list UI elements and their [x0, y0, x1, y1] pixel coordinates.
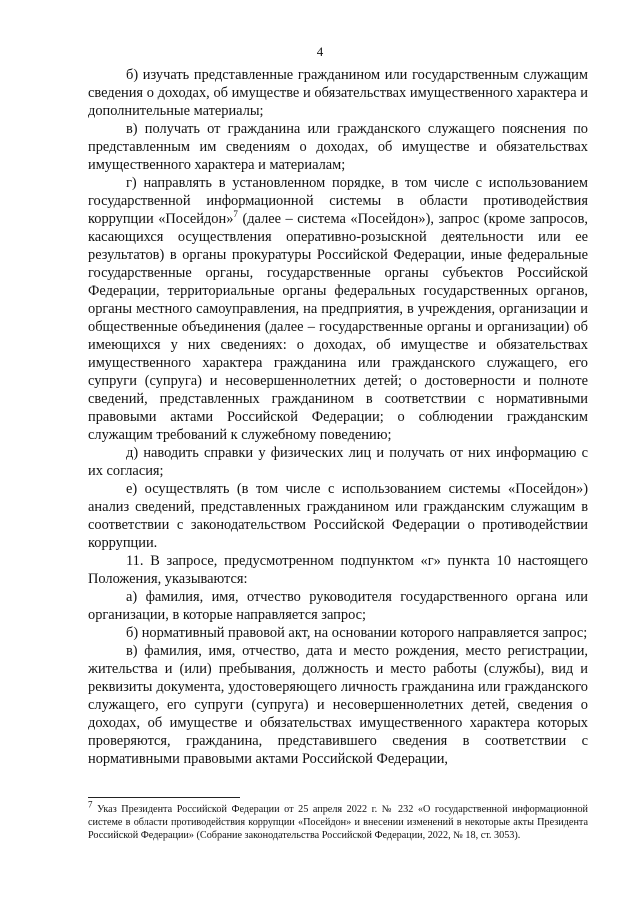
page-number: 4: [316, 44, 324, 59]
paragraph-e: е) осуществлять (в том числе с использованием системы «Посейдон») анализ сведений, представленных гражданином или гражданским служащим в соответствии с законодательством Российской Федерации о противодействии коррупции.: [88, 481, 588, 551]
document-body: [88, 66, 588, 768]
paragraph-v: в) получать от гражданина или гражданского служащего пояснения по представленным им сведениям о доходах, об имуществе и обязательствах имущественного характера и материалам;: [88, 121, 588, 173]
paragraph-11-b: б) нормативный правовой акт, на основании которого направляется запрос;: [126, 625, 588, 641]
footnote-separator: [88, 797, 240, 798]
paragraph-g-end: (далее – система «Посейдон»), запрос (кроме запросов, касающихся осуществления оперативно-розыскной деятельности или ее результатов) в органы прокуратуры Российской Федерации, иные федеральные государственные органы, государственные органы субъектов Российской Федерации, территориальные органы федеральных государственных органов, органы местного самоуправления, на предприятия, в учреждения, организации и общественные объединения (далее – государственные органы и организации) об имеющихся у них сведениях: о доходах, об имуществе и обязательствах имущественного характера гражданина или гражданского служащего, его супруги (супруга) и несовершеннолетних детей; о достоверности и полноте сведений, представленных гражданином в соответствии с нормативными правовыми актами Российской Федерации; о соблюдении гражданским служащим требований к служебному поведению;: [88, 211, 588, 443]
footnote-text: [88, 799, 588, 842]
paragraph-11-v: в) фамилия, имя, отчество, дата и место рождения, место регистрации, жительства и (или) пребывания, должность и место работы (службы), вид и реквизиты документа, удостоверяющего личность гражданина или гражданского служащего, его супруги (супруга) и несовершеннолетних детей, сведения о доходах, об имуществе и обязательствах имущественного характера которых проверяются, гражданина, представившего сведения в соответствии с нормативными правовыми актами Российской Федерации,: [88, 643, 588, 767]
paragraph-d: д) наводить справки у физических лиц и получать от них информацию с их согласия;: [88, 445, 588, 479]
paragraph-11: 11. В запросе, предусмотренном подпунктом «г» пункта 10 настоящего Положения, указываются:: [88, 553, 588, 587]
footnote-reference: 7: [233, 209, 238, 220]
paragraph-g: [88, 174, 588, 444]
footnote-body: Указ Президента Российской Федерации от 25 апреля 2022 г. № 232 «О государственной информационной системе в области противодействия коррупции «Посейдон» и внесении изменений в некоторые акты Президента Российской Федерации» (Собрание законодательства Российской Федерации, 2022, № 18, ст. 3053).: [88, 804, 588, 841]
paragraph-11-a: а) фамилия, имя, отчество руководителя государственного органа или организации, в которые направляется запрос;: [88, 589, 588, 623]
paragraph-g-start: г) направлять в установленном порядке, в том числе с использованием государственной информационной системы в области противодействия коррупции «Посейдон»: [88, 175, 588, 227]
footnote-number: 7: [88, 799, 93, 810]
footnote: [88, 799, 588, 842]
paragraph-b: б) изучать представленные гражданином или государственным служащим сведения о доходах, об имуществе и обязательствах имущественного характера и дополнительные материалы;: [88, 67, 588, 119]
